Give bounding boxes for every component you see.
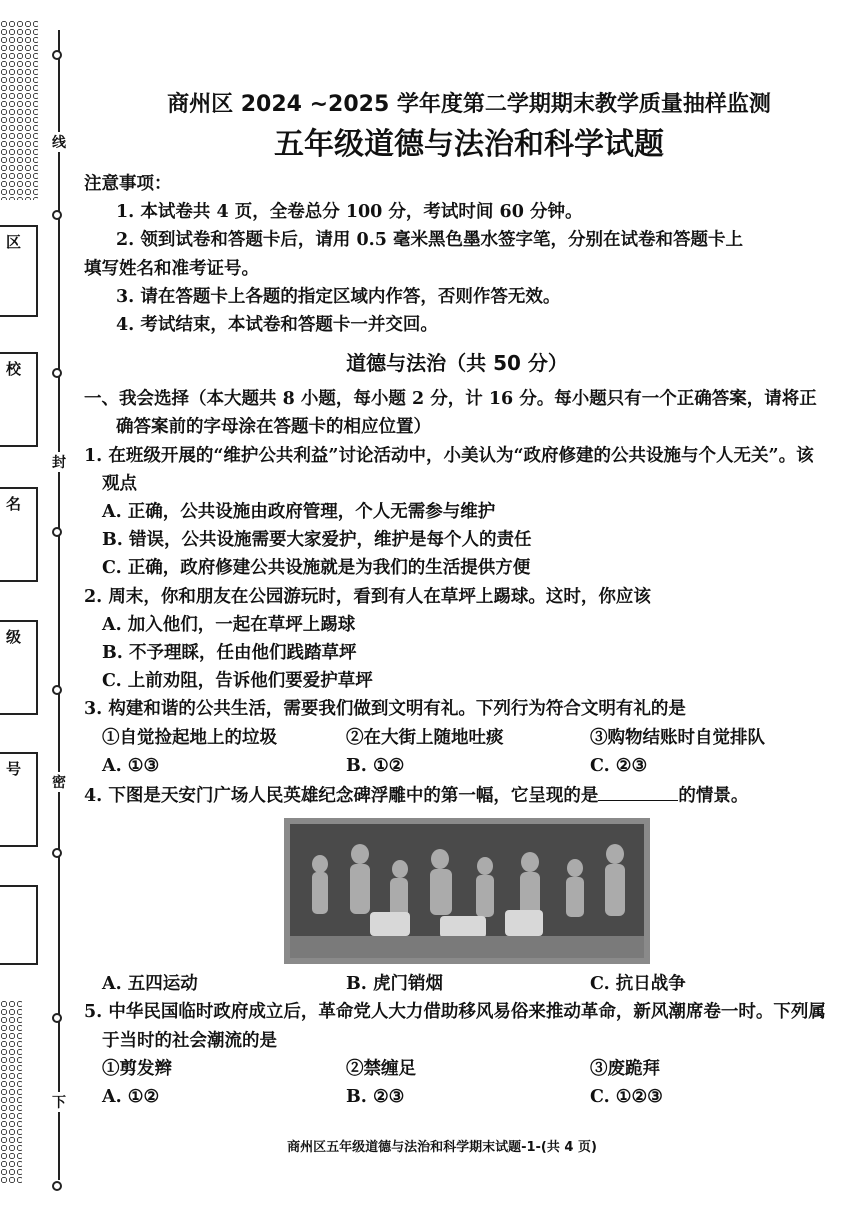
question-3-option-a: A. ①③	[102, 755, 160, 776]
question-5-option-b: B. ②③	[346, 1087, 405, 1108]
seal-circle	[52, 848, 62, 858]
question-5-item: ②禁缠足	[346, 1058, 416, 1079]
notice-heading: 注意事项：	[84, 174, 172, 194]
seal-circle	[52, 1013, 62, 1023]
field-box-name[interactable]	[0, 487, 38, 582]
notice-item: 1. 本试卷共 4 页，全卷总分 100 分，考试时间 60 分钟。	[116, 202, 583, 223]
field-label-class: 级	[6, 628, 22, 646]
seal-circle	[52, 210, 62, 220]
seal-circle	[52, 527, 62, 537]
notice-item: 2. 领到试卷和答题卡后，请用 0.5 毫米黑色墨水签字笔，分别在试卷和答题卡上	[116, 230, 743, 251]
punch-holes-top	[0, 20, 38, 200]
question-3-options	[84, 752, 830, 780]
binding-strip	[0, 0, 80, 1217]
question-2-option-c: C. 上前劝阻，告诉他们要爱护草坪	[102, 671, 373, 692]
question-5-items	[84, 1055, 830, 1083]
seal-circle	[52, 50, 62, 60]
question-3-stem: 3. 构建和谐的公共生活，需要我们做到文明有礼。下列行为符合文明有礼的是	[84, 699, 686, 720]
footer-text: 商州区五年级道德与法治和科学期末试题-1-(共 4 页)	[287, 1140, 597, 1155]
question-5-stem: 5. 中华民国临时政府成立后，革命党人大力借助移风易俗来推动革命，新风潮席卷一时。下列属于当时的社会潮流的是	[84, 1002, 826, 1051]
cut-word-feng: 封	[50, 452, 68, 472]
question-2-option-b: B. 不予理睬，任由他们践踏草坪	[102, 643, 357, 664]
exam-subject-title: 五年级道德与法治和科学试题	[274, 127, 664, 162]
question-5-option-a: A. ①②	[102, 1087, 160, 1108]
question-5-item: ③废跪拜	[590, 1058, 660, 1079]
question-1-option-b: B. 错误，公共设施需要大家爱护，维护是每个人的责任	[102, 530, 532, 551]
question-3-items	[84, 724, 830, 752]
question-5-options	[84, 1083, 830, 1111]
field-box-number[interactable]	[0, 752, 38, 847]
cut-word-xian: 线	[50, 132, 68, 152]
question-1-option-a: A. 正确，公共设施由政府管理，个人无需参与维护	[102, 502, 496, 523]
question-4-options	[84, 970, 830, 998]
relief-figures-illustration	[290, 824, 644, 958]
question-2-stem: 2. 周末，你和朋友在公园游玩时，看到有人在草坪上踢球。这时，你应该	[84, 586, 651, 607]
field-label-school: 校	[6, 360, 22, 378]
question-5-option-c: C. ①②③	[590, 1087, 663, 1108]
exam-title: 商州区 2024 ~2025 学年度第二学期期末教学质量抽样监测	[167, 92, 771, 117]
notice-item: 4. 考试结束，本试卷和答题卡一并交回。	[116, 315, 438, 336]
seal-line	[58, 30, 60, 1180]
cut-word-xia: 下	[50, 1092, 68, 1112]
notice-item: 3. 请在答题卡上各题的指定区域内作答，否则作答无效。	[116, 286, 561, 307]
relief-sculpture-image	[284, 818, 650, 964]
field-box-district[interactable]	[0, 225, 38, 317]
question-4-stem-before: 4. 下图是天安门广场人民英雄纪念碑浮雕中的第一幅，它呈现的是	[84, 786, 599, 807]
question-3-item: ①自觉捡起地上的垃圾	[102, 727, 277, 748]
exam-page	[84, 88, 830, 1111]
field-box-seat[interactable]	[0, 885, 38, 965]
field-label-district: 区	[6, 233, 22, 251]
question-4-option-a: A. 五四运动	[102, 974, 198, 995]
question-2-option-a: A. 加入他们，一起在草坪上踢球	[102, 614, 356, 635]
page-footer	[0, 1136, 860, 1155]
question-4-stem	[84, 780, 830, 810]
field-box-school[interactable]	[0, 352, 38, 447]
question-3-option-b: B. ①②	[346, 755, 405, 776]
question-3-item: ③购物结账时自觉排队	[590, 727, 765, 748]
question-3-option-c: C. ②③	[590, 755, 648, 776]
seal-circle	[52, 368, 62, 378]
question-1-option-c: C. 正确，政府修建公共设施就是为我们的生活提供方便	[102, 558, 531, 579]
cut-word-mi: 密	[50, 772, 68, 792]
field-box-class[interactable]	[0, 620, 38, 715]
field-label-name: 名	[6, 495, 22, 513]
field-label-number: 号	[6, 760, 22, 778]
answer-blank	[598, 780, 678, 801]
part-instructions: 一、我会选择（本大题共 8 小题，每小题 2 分，计 16 分。每小题只有一个正确答案，请将正确答案前的字母涂在答题卡的相应位置）	[84, 389, 817, 438]
section-title: 道德与法治（共 50 分）	[346, 351, 568, 376]
question-4-option-b: B. 虎门销烟	[346, 974, 443, 995]
question-4-option-c: C. 抗日战争	[590, 974, 686, 995]
question-5-item: ①剪发辫	[102, 1058, 172, 1079]
question-1-stem: 1. 在班级开展的“维护公共利益”讨论活动中，小美认为“政府修建的公共设施与个人无关”。该观点	[84, 445, 814, 494]
notice-item-continuation: 填写姓名和准考证号。	[84, 258, 259, 279]
punch-holes-bottom	[0, 1000, 22, 1185]
seal-circle	[52, 1181, 62, 1191]
question-3-item: ②在大街上随地吐痰	[346, 727, 504, 748]
seal-circle	[52, 685, 62, 695]
question-4-stem-after: 的情景。	[678, 786, 749, 807]
